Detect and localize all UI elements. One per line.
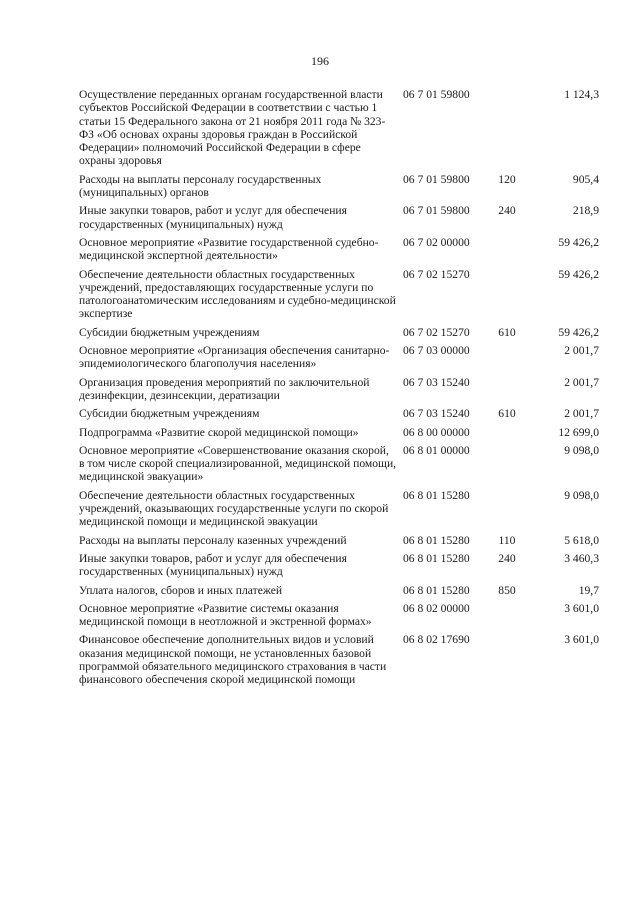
row-expense-type: 120 [498, 172, 516, 186]
table-row [79, 489, 599, 529]
row-name: Основное мероприятие «Развитие государственной судебно-медицинской экспертной деятельности» [79, 235, 379, 263]
row-name: Субсидии бюджетным учреждениям [79, 325, 260, 339]
table-row [79, 236, 599, 263]
row-amount: 5 618,0 [564, 533, 599, 547]
row-name: Обеспечение деятельности областных государственных учреждений, предоставляющих государственные услуги по патологоанатомическим исследованиям и судебно-медицинской экспертизе [79, 267, 396, 321]
row-code: 06 8 00 00000 [403, 425, 470, 439]
row-code: 06 7 01 59800 [403, 88, 470, 101]
row-name: Основное мероприятие «Совершенствование оказания скорой, в том числе скорой специализированной, медицинской помощи, медицинской эвакуации» [79, 443, 397, 484]
row-code: 06 8 01 15280 [403, 533, 470, 547]
table-row [79, 173, 599, 200]
row-name: Иные закупки товаров, работ и услуг для обеспечения государственных (муниципальных) нужд [79, 551, 347, 579]
row-amount: 9 098,0 [564, 443, 599, 457]
row-amount: 9 098,0 [564, 488, 599, 502]
table-row [79, 602, 599, 629]
row-code: 06 7 01 59800 [403, 204, 470, 218]
row-expense-type: 240 [498, 551, 516, 565]
row-code: 06 7 02 00000 [403, 235, 470, 249]
row-code: 06 8 01 00000 [403, 443, 470, 457]
row-code: 06 8 02 17690 [403, 633, 470, 647]
row-amount: 3 460,3 [564, 551, 599, 565]
table-row [79, 426, 599, 439]
page-number: 196 [311, 54, 329, 68]
row-amount: 12 699,0 [558, 425, 599, 439]
row-name: Уплата налогов, сборов и иных платежей [79, 583, 283, 597]
row-amount: 2 001,7 [564, 375, 599, 389]
row-code: 06 7 01 59800 [403, 172, 470, 186]
row-amount: 59 426,2 [558, 325, 599, 339]
row-expense-type: 240 [498, 204, 516, 218]
table-row [79, 326, 599, 339]
row-name: Организация проведения мероприятий по заключительной дезинфекции, дезинсекции, дератизации [79, 375, 370, 402]
row-amount: 2 001,7 [564, 344, 599, 358]
row-amount: 1 124,3 [564, 88, 599, 101]
row-amount: 19,7 [578, 583, 599, 597]
table-row [79, 376, 599, 403]
row-code: 06 8 01 15280 [403, 583, 470, 597]
row-amount: 2 001,7 [564, 407, 599, 421]
row-name: Финансовое обеспечение дополнительных видов и условий оказания медицинской помощи, не установленных базовой программой обязательного медицинского страхования в части финансового обеспечения скорой медицинской помощи [79, 633, 387, 687]
budget-table [79, 88, 599, 692]
row-code: 06 8 01 15280 [403, 488, 470, 502]
row-code: 06 7 03 15240 [403, 407, 470, 421]
row-name: Основное мероприятие «Организация обеспечения санитарно-эпидемиологического благополучия населения» [79, 344, 390, 371]
row-name: Иные закупки товаров, работ и услуг для обеспечения государственных (муниципальных) нужд [79, 204, 347, 231]
row-name: Подпрограмма «Развитие скорой медицинской помощи» [79, 425, 359, 439]
table-row [79, 584, 599, 597]
row-name: Основное мероприятие «Развитие системы оказания медицинской помощи в неотложной и экстренной формах» [79, 601, 372, 629]
row-amount: 59 426,2 [558, 267, 599, 281]
table-row [79, 268, 599, 321]
table-row [79, 534, 599, 547]
row-name: Обеспечение деятельности областных государственных учреждений, оказывающих государственные услуги по скорой медицинской помощи и медицинской эвакуации [79, 488, 389, 529]
row-amount: 218,9 [572, 204, 599, 218]
row-code: 06 7 02 15270 [403, 325, 470, 339]
table-row [79, 633, 599, 686]
row-amount: 59 426,2 [558, 235, 599, 249]
row-name: Расходы на выплаты персоналу государственных (муниципальных) органов [79, 172, 322, 200]
row-expense-type: 610 [498, 325, 516, 339]
row-amount: 3 601,0 [564, 633, 599, 647]
row-amount: 3 601,0 [564, 601, 599, 615]
row-code: 06 7 03 15240 [403, 375, 470, 389]
table-row [79, 204, 599, 231]
row-expense-type: 610 [498, 407, 516, 421]
table-row [79, 407, 599, 420]
row-name: Осуществление переданных органам государственной власти субъектов Российской Федерации в соответствии с частью 1 статьи 15 Федерального закона от 21 ноября 2011 года № 323-ФЗ «Об основах охраны здоровья граждан в Российской Федерации» полномочий Российской Федерации в сфере охраны здоровья [79, 88, 386, 168]
row-code: 06 8 01 15280 [403, 551, 470, 565]
row-name: Расходы на выплаты персоналу казенных учреждений [79, 533, 347, 547]
row-amount: 905,4 [572, 172, 599, 186]
table-row [79, 88, 599, 168]
table-row [79, 552, 599, 579]
row-expense-type: 110 [498, 533, 516, 547]
row-code: 06 7 03 00000 [403, 344, 470, 358]
row-code: 06 8 02 00000 [403, 601, 470, 615]
row-name: Субсидии бюджетным учреждениям [79, 407, 260, 421]
table-row [79, 344, 599, 371]
row-expense-type: 850 [498, 583, 516, 597]
table-row [79, 444, 599, 484]
row-code: 06 7 02 15270 [403, 267, 470, 281]
